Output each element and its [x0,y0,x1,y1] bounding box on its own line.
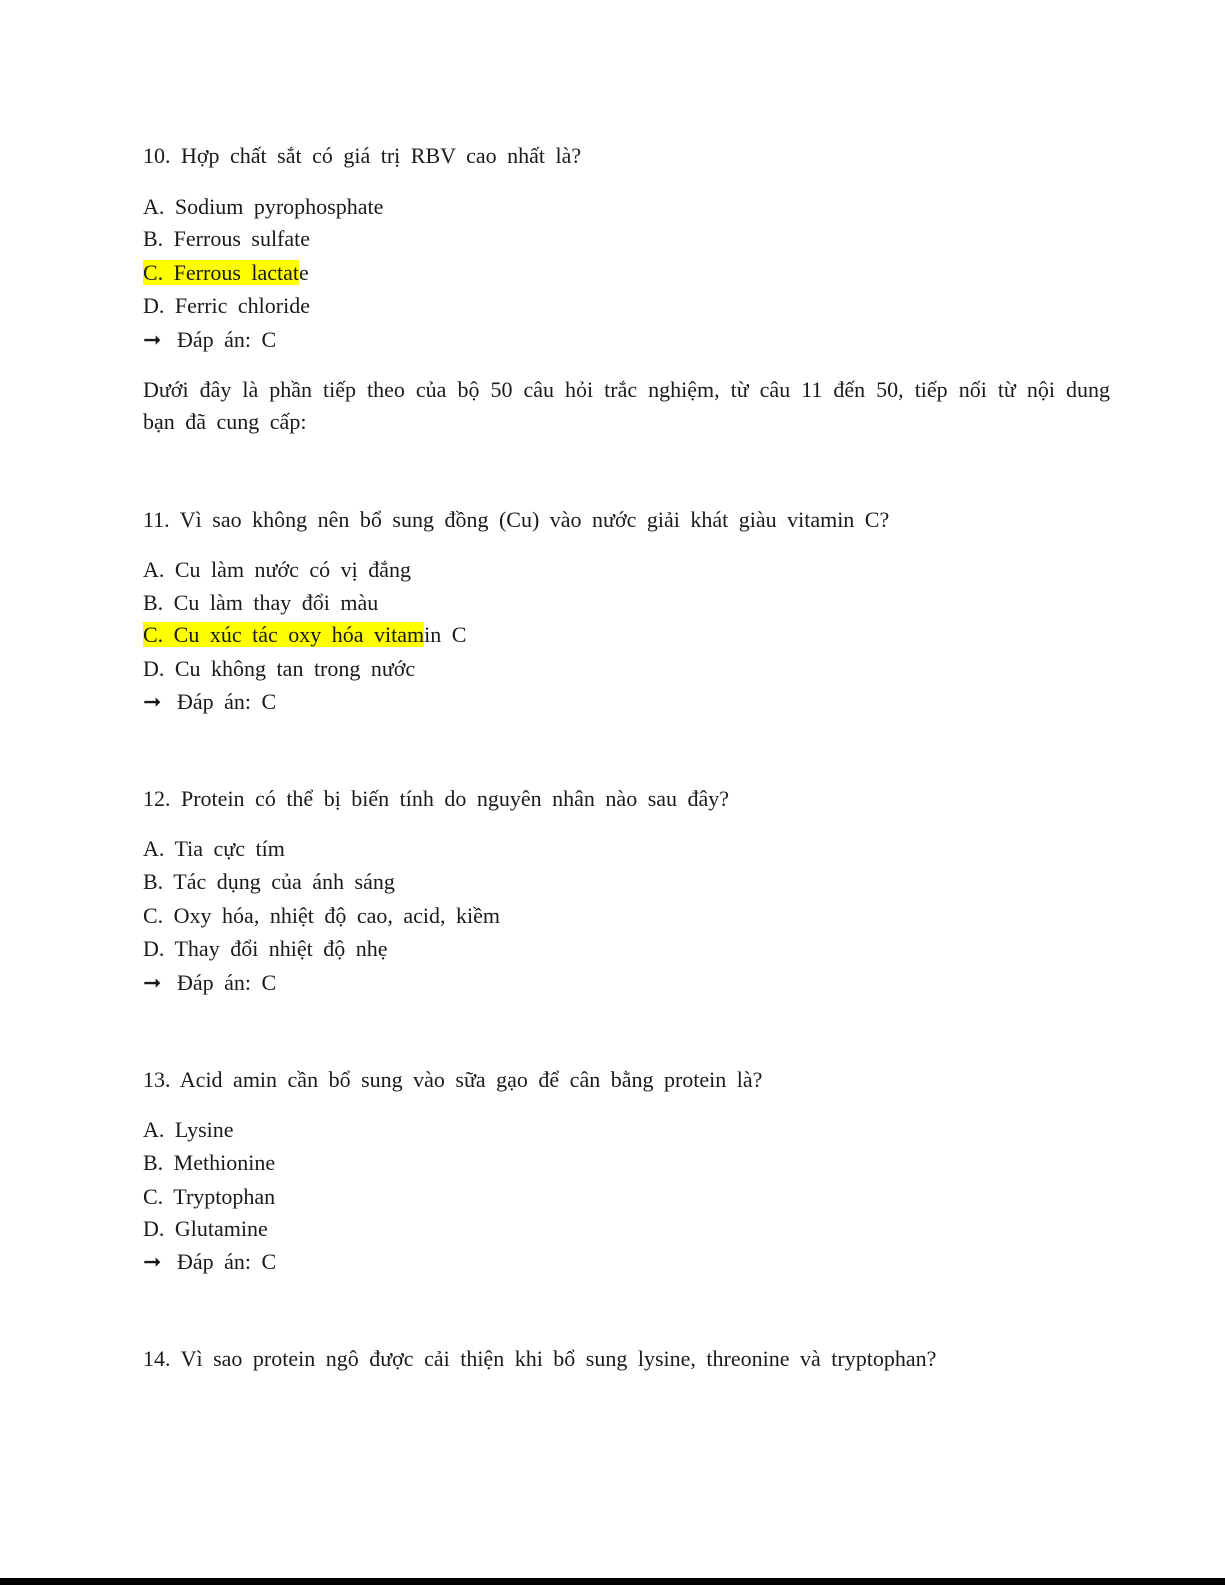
option-c: C. Oxy hóa, nhiệt độ cao, acid, kiềm [143,903,500,928]
answer-line [143,326,276,354]
option-c-tail: in C [424,622,467,647]
option-c [143,259,309,287]
arrow-icon: ➞ [143,1249,162,1274]
arrow-icon: ➞ [143,689,162,714]
intro-paragraph: Dưới đây là phần tiếp theo của bộ 50 câu hỏi trắc nghiệm, từ câu 11 đến 50, tiếp nối từ nội dung bạn đã cung cấp: [143,377,1110,434]
question-13: 13. Acid amin cần bổ sung vào sữa gạo để cân bằng protein là? [143,1067,763,1092]
question-11: 11. Vì sao không nên bổ sung đồng (Cu) vào nước giải khát giàu vitamin C? [143,507,890,532]
option-a: A. Sodium pyrophosphate [143,194,384,219]
answer-line [143,1248,276,1276]
option-c: C. Tryptophan [143,1184,276,1209]
option-a: A. Lysine [143,1117,234,1142]
option-d: D. Ferric chloride [143,293,310,318]
option-b: B. Methionine [143,1150,276,1175]
highlighted-answer: C. Cu xúc tác oxy hóa vitam [143,622,425,647]
option-d: D. Cu không tan trong nước [143,656,416,681]
option-a: A. Tia cực tím [143,836,285,861]
option-b: B. Cu làm thay đổi màu [143,590,379,615]
answer-text: Đáp án: C [177,1249,277,1274]
arrow-icon: ➞ [143,327,162,352]
option-c-tail: e [299,260,309,285]
option-b: B. Ferrous sulfate [143,226,311,251]
question-10: 10. Hợp chất sắt có giá trị RBV cao nhất là? [143,143,582,168]
arrow-icon: ➞ [143,970,162,995]
option-c [143,621,466,649]
answer-text: Đáp án: C [177,327,277,352]
answer-text: Đáp án: C [177,970,277,995]
page-bottom-border [0,1578,1225,1585]
option-d: D. Glutamine [143,1216,268,1241]
answer-text: Đáp án: C [177,689,277,714]
question-14: 14. Vì sao protein ngô được cải thiện khi bổ sung lysine, threonine và tryptophan? [143,1346,937,1371]
question-12: 12. Protein có thể bị biến tính do nguyên nhân nào sau đây? [143,786,730,811]
option-b: B. Tác dụng của ánh sáng [143,869,395,894]
answer-line [143,688,276,716]
option-d: D. Thay đổi nhiệt độ nhẹ [143,936,388,961]
option-a: A. Cu làm nước có vị đắng [143,557,412,582]
answer-line [143,969,276,997]
highlighted-answer: C. Ferrous lactat [143,260,300,285]
